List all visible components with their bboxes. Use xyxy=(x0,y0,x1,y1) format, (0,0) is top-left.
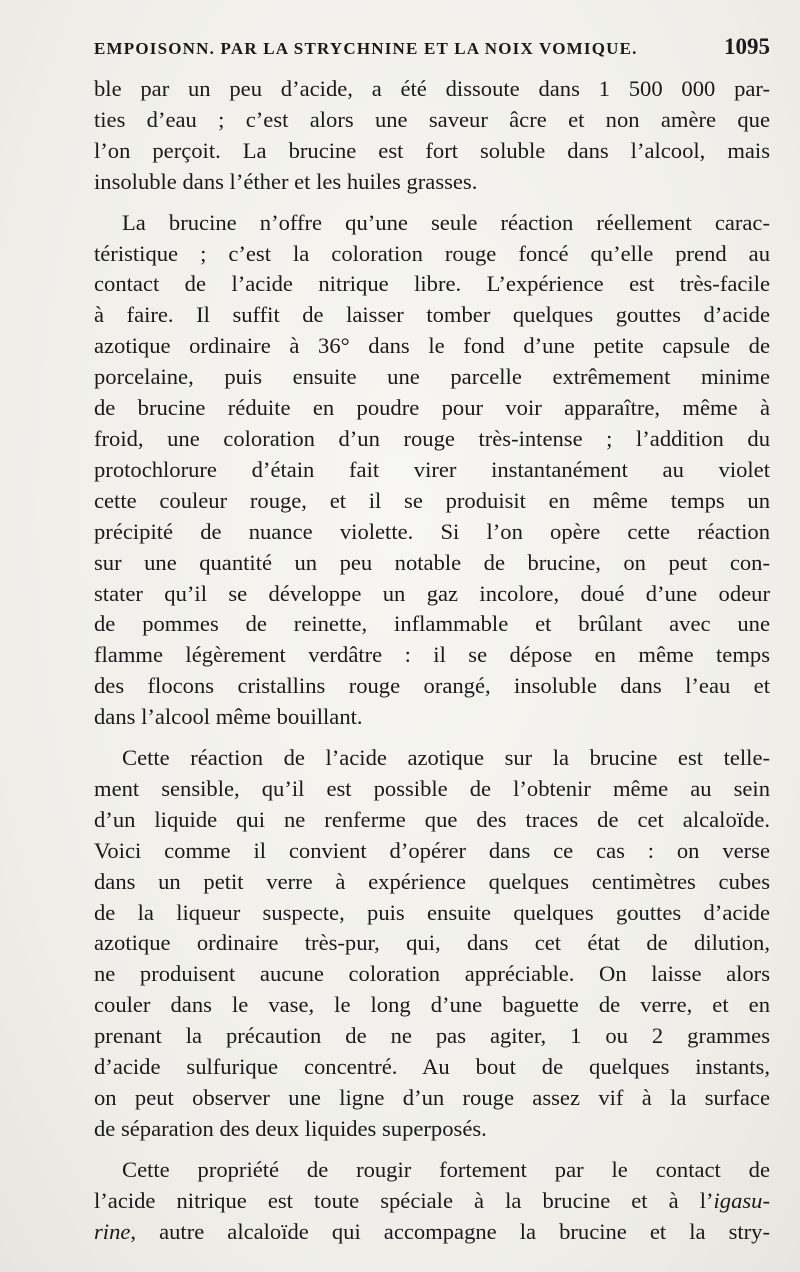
text-line: protochlorure d’étain fait virer instantanément au violet xyxy=(94,456,770,482)
text-line: cette couleur rouge, et il se produisit en même temps un xyxy=(94,487,770,513)
page-header xyxy=(94,34,770,70)
text-line: azotique ordinaire à 36° dans le fond d’une petite capsule de xyxy=(94,333,770,359)
text-line: ne produisent aucune coloration appréciable. On laisse alors xyxy=(94,961,770,987)
text-run: l’acide nitrique est toute spéciale à la brucine et à l’ xyxy=(94,1187,714,1213)
paragraph-3 xyxy=(94,743,770,1145)
text-line: flamme légèrement verdâtre : il se dépose en même temps xyxy=(94,642,770,668)
text-line: ties d’eau ; c’est alors une saveur âcre et non amère que xyxy=(94,106,770,132)
page-number: 1095 xyxy=(724,34,770,59)
text-line: dans un petit verre à expérience quelques centimètres cubes xyxy=(94,868,770,894)
running-title: EMPOISONN. PAR LA STRYCHNINE ET LA NOIX VOMIQUE. xyxy=(94,39,638,58)
paragraph-1 xyxy=(94,74,770,198)
text-line: prenant la précaution de ne pas agiter, 1 ou 2 grammes xyxy=(94,1023,770,1049)
text-run: , autre alcaloïde qui accompagne la brucine et la stry- xyxy=(130,1218,770,1244)
text-line: des flocons cristallins rouge orangé, insoluble dans l’eau et xyxy=(94,673,770,699)
text-line: Cette propriété de rougir fortement par le contact de xyxy=(122,1156,770,1182)
text-line: stater qu’il se développe un gaz incolore, doué d’une odeur xyxy=(94,580,770,606)
text-line: La brucine n’offre qu’une seule réaction réellement carac- xyxy=(122,209,770,235)
text-line: précipité de nuance violette. Si l’on opère cette réaction xyxy=(94,518,770,544)
text-line: porcelaine, puis ensuite une parcelle extrêmement minime xyxy=(94,364,770,390)
text-line: sur une quantité un peu notable de brucine, on peut con- xyxy=(94,549,770,575)
paragraph-2 xyxy=(94,208,770,733)
italic-term: igasu- xyxy=(713,1187,770,1213)
text-line: insoluble dans l’éther et les huiles grasses. xyxy=(94,168,478,194)
text-line: d’un liquide qui ne renferme que des traces de cet alcaloïde. xyxy=(94,806,770,832)
italic-term: rine xyxy=(94,1218,131,1244)
text-line xyxy=(94,1186,770,1217)
text-line: ble par un peu d’acide, a été dissoute dans 1 500 000 par- xyxy=(94,76,770,101)
text-line: ment sensible, qu’il est possible de l’obtenir même au sein xyxy=(94,775,770,801)
text-line: de séparation des deux liquides superposés. xyxy=(94,1115,487,1141)
text-line: contact de l’acide nitrique libre. L’expérience est très-facile xyxy=(94,271,770,297)
text-line: froid, une coloration d’un rouge très-intense ; l’addition du xyxy=(94,425,770,451)
text-line: d’acide sulfurique concentré. Au bout de quelques instants, xyxy=(94,1054,770,1080)
text-line: à faire. Il suffit de laisser tomber quelques gouttes d’acide xyxy=(94,302,770,328)
text-line: l’on perçoit. La brucine est fort soluble dans l’alcool, mais xyxy=(94,137,770,163)
text-line: de la liqueur suspecte, puis ensuite quelques gouttes d’acide xyxy=(94,899,770,925)
text-line: azotique ordinaire très-pur, qui, dans cet état de dilution, xyxy=(94,930,770,956)
text-line: dans l’alcool même bouillant. xyxy=(94,704,363,730)
body-text xyxy=(94,74,770,1248)
text-line: de brucine réduite en poudre pour voir apparaître, même à xyxy=(94,395,770,421)
text-line xyxy=(94,1217,770,1248)
text-line: Cette réaction de l’acide azotique sur la brucine est telle- xyxy=(122,745,770,771)
text-line: couler dans le vase, le long d’une baguette de verre, et en xyxy=(94,992,770,1018)
paragraph-4 xyxy=(94,1155,770,1248)
text-line: Voici comme il convient d’opérer dans ce cas : on verse xyxy=(94,837,770,863)
text-line: téristique ; c’est la coloration rouge foncé qu’elle prend au xyxy=(94,240,770,266)
text-line: de pommes de reinette, inflammable et brûlant avec une xyxy=(94,611,770,637)
text-line: on peut observer une ligne d’un rouge assez vif à la surface xyxy=(94,1085,770,1110)
